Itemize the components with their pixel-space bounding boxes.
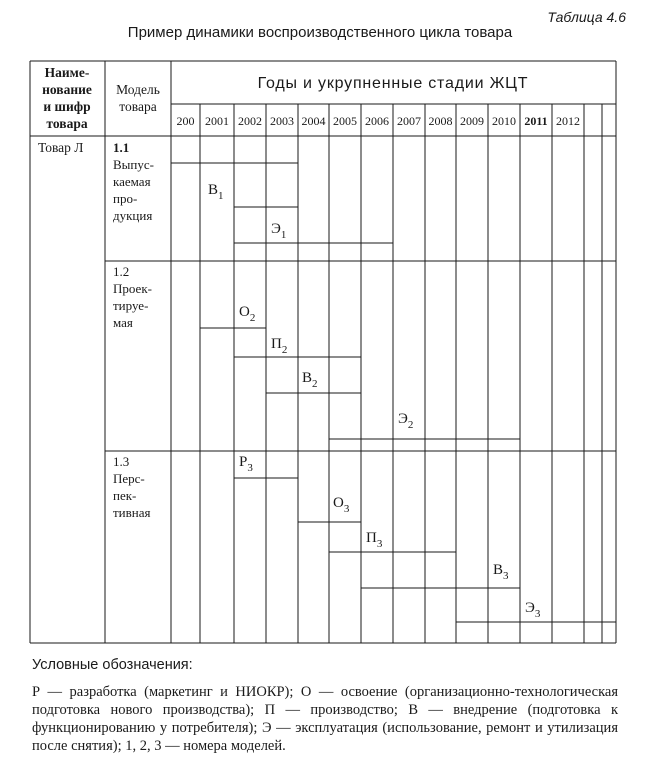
- year-header: 200: [176, 114, 195, 128]
- legend-text: Р — разработка (маркетинг и НИОКР); О — освоение (организационно-технологическая подготовка нового производства); П — производство; В — внедрение (подготовка к функционированию у потребителя); Э — эксплуатация (использование, ремонт и утилизация после снятия); 1, 2, 3 — номера моделей.: [32, 684, 618, 754]
- stage-label-v3: $В_3$: [493, 562, 509, 582]
- year-header: 2007: [397, 114, 421, 128]
- model-1-number: 1.1: [113, 140, 130, 155]
- header-name-line-2: нование: [42, 82, 92, 97]
- legend: [32, 656, 618, 755]
- model-2-line: Проек-: [113, 281, 152, 296]
- stage-label-v1: $В_1$: [208, 182, 224, 202]
- year-header: 2009: [460, 114, 484, 128]
- stage-label-p2: $П_2$: [271, 336, 288, 356]
- model-3-line: тивная: [113, 505, 151, 520]
- stage-label-r3: $Р_3$: [239, 454, 253, 474]
- stage-label-p3: $П_3$: [366, 530, 383, 550]
- model-1-line: Выпус-: [113, 157, 154, 172]
- year-header: 2003: [270, 114, 294, 128]
- model-1-line: дукция: [113, 208, 153, 223]
- model-1-line: каемая: [113, 174, 151, 189]
- stage-label-v2: $В_2$: [302, 370, 318, 390]
- header-name-line-3: и шифр: [43, 99, 91, 114]
- table-caption: Таблица 4.6: [547, 9, 626, 25]
- header-model-line-1: Модель: [116, 82, 160, 97]
- year-header: 2002: [238, 114, 262, 128]
- year-header: 2012: [556, 114, 580, 128]
- table-title: Пример динамики воспроизводственного цикла товара: [127, 24, 513, 41]
- year-header: 2010: [492, 114, 516, 128]
- legend-heading: Условные обозначения:: [32, 657, 193, 673]
- year-header: 2005: [333, 114, 357, 128]
- stage-label-e3: $Э_3$: [525, 600, 541, 620]
- model-3-line: пек-: [113, 488, 137, 503]
- model-1-line: про-: [113, 191, 138, 206]
- year-header: 2011: [524, 114, 548, 128]
- product-name: Товар Л: [38, 140, 84, 155]
- header-name-line-4: товара: [46, 116, 88, 131]
- header-model-line-2: товара: [119, 99, 157, 114]
- model-3-line: Перс-: [113, 471, 145, 486]
- model-3-number: 1.3: [113, 454, 130, 469]
- year-header: 2008: [428, 114, 453, 128]
- year-header: 2006: [365, 114, 389, 128]
- model-2-line: тируе-: [113, 298, 149, 313]
- stage-label-e1: $Э_1$: [271, 221, 287, 241]
- model-2-number: 1.2: [113, 264, 130, 279]
- year-header: 2001: [205, 114, 229, 128]
- stage-label-o3: $О_3$: [333, 495, 350, 515]
- stage-label-o2: $О_2$: [239, 304, 256, 324]
- stage-label-e2: $Э_2$: [398, 411, 414, 431]
- model-2-line: мая: [113, 315, 133, 330]
- year-header: 2004: [301, 114, 326, 128]
- header-name-line-1: Наиме-: [44, 65, 90, 80]
- header-span-title: Годы и укрупненные стадии ЖЦТ: [257, 75, 529, 92]
